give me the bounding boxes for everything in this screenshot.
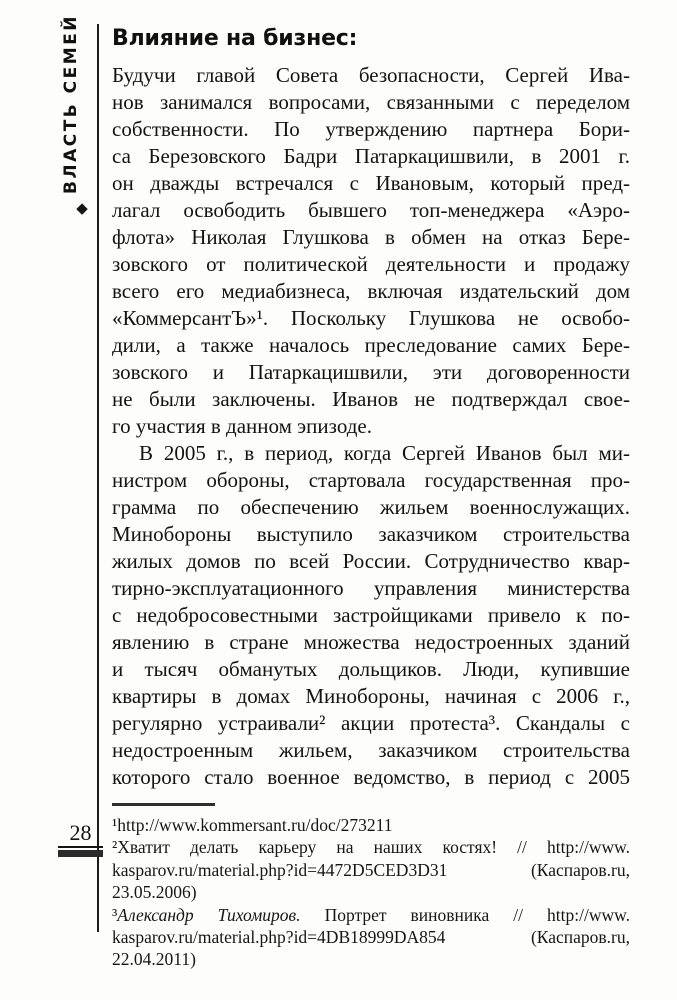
text-line: го участия в данном эпизоде. bbox=[112, 414, 372, 438]
paragraph-2 bbox=[112, 440, 630, 791]
page-number-block bbox=[58, 820, 103, 857]
text-line: грамма по обеспечению жильем военнослужащих. bbox=[112, 495, 630, 519]
text-line: зовского и Патаркацишвили, эти договоренности bbox=[112, 360, 630, 384]
text-line: квартиры в домах Минобороны, начиная с 2006 г., bbox=[112, 684, 630, 708]
footnote-3-line-1-rest: Портрет виновника // http://www. bbox=[300, 904, 630, 925]
footnote-marker: ³ bbox=[112, 904, 118, 925]
text-line: 23.05.2006) bbox=[112, 882, 197, 903]
text-line: зовского от политической деятельности и продажу bbox=[112, 252, 630, 276]
text-line: kasparov.ru/material.php?id=4DB18999DA854 (Каспаров.ru, bbox=[112, 927, 630, 948]
page-number-bar bbox=[58, 850, 103, 857]
section-heading: Влияние на бизнес: bbox=[112, 26, 358, 51]
text-line: которого стало военное ведомство, в период с 2005 bbox=[112, 765, 630, 789]
text-line: kasparov.ru/material.php?id=4472D5CED3D31 (Каспаров.ru, bbox=[112, 859, 630, 880]
footnote-3-remaining-lines bbox=[112, 926, 630, 971]
text-line: с недобросовестными застройщиками привело к по- bbox=[112, 603, 630, 627]
text-line: лагал освободить бывшего топ-менеджера «Аэро- bbox=[112, 198, 630, 222]
text-line: 22.04.2011) bbox=[112, 949, 196, 970]
text-line: флота» Николая Глушкова в обмен на отказ Бере- bbox=[112, 225, 630, 249]
text-line: тирно-эксплуатационного управления министерства bbox=[112, 576, 630, 600]
text-line: регулярно устраивали² акции протеста³. Скандалы с bbox=[112, 711, 630, 735]
footnote-3 bbox=[112, 904, 630, 971]
footnote-3-line-1 bbox=[112, 904, 630, 926]
text-line: са Березовского Бадри Патаркацишвили, в 2001 г. bbox=[112, 144, 630, 168]
sidebar-vertical-label: ВЛАСТЬ СЕМЕЙ bbox=[61, 13, 81, 194]
text-line: не были заключены. Иванов не подтверждал свое- bbox=[112, 387, 630, 411]
text-line: и тысяч обманутых дольщиков. Люди, купившие bbox=[112, 657, 630, 681]
text-line: ¹http://www.kommersant.ru/doc/273211 bbox=[112, 815, 393, 835]
text-line: явлению в стране множества недостроенных зданий bbox=[112, 630, 630, 654]
paragraph-1 bbox=[112, 62, 630, 440]
footnotes bbox=[112, 814, 630, 971]
text-line: нов занимался вопросами, связанными с переделом bbox=[112, 90, 630, 114]
text-line: Минобороны выступило заказчиком строительства bbox=[112, 522, 630, 546]
text-line: дили, а также началось преследование самих Бере- bbox=[112, 333, 630, 357]
footnote-2 bbox=[112, 836, 630, 903]
text-line: недостроенным жильем, заказчиком строительства bbox=[112, 738, 630, 762]
vertical-divider bbox=[97, 24, 99, 932]
text-line: нистром обороны, стартовала государственная про- bbox=[112, 468, 630, 492]
text-line: он дважды встречался с Ивановым, который пред- bbox=[112, 171, 630, 195]
footnote-1 bbox=[112, 814, 630, 836]
diamond-icon: ◆ bbox=[76, 199, 88, 217]
footnote-separator bbox=[112, 803, 215, 806]
footnote-author: Александр Тихомиров. bbox=[117, 904, 301, 925]
text-line: жилых домов по всей России. Сотрудничество квар- bbox=[112, 549, 630, 573]
page-number: 28 bbox=[58, 820, 103, 848]
text-line: «КоммерсантЪ»¹. Поскольку Глушкова не освобо- bbox=[112, 306, 630, 330]
text-line: ²Хватит делать карьеру на наших костях! // http://www. bbox=[112, 837, 630, 858]
page-content bbox=[112, 26, 630, 971]
text-line: собственности. По утверждению партнера Бори- bbox=[112, 117, 630, 141]
text-line: В 2005 г., в период, когда Сергей Иванов был ми- bbox=[139, 441, 630, 465]
text-line: всего его медиабизнеса, включая издательский дом bbox=[112, 279, 630, 303]
text-line: Будучи главой Совета безопасности, Сергей Ива- bbox=[112, 63, 630, 87]
